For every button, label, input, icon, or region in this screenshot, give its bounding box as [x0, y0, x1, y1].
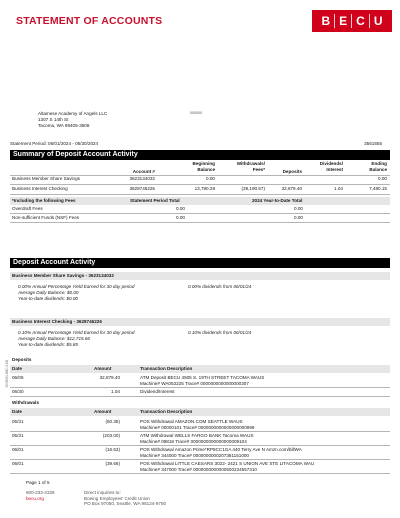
- side-document-code: 5028031-BBC 01/B: [5, 360, 9, 388]
- withdrawals-label: Withdrawals: [12, 400, 40, 405]
- checking-apy: 0.10% Annual Percentage Yield Earned for 30 day period: [18, 330, 135, 335]
- address-line: Tacoma, WA 98405-3506: [38, 123, 90, 129]
- inquiries-line: Boeing Employees' Credit Union: [84, 495, 150, 501]
- summary-dividends: 1.04: [334, 186, 343, 191]
- footer-contact: [26, 490, 55, 501]
- fee-name: Overdraft Fees: [12, 206, 43, 211]
- activity-heading: Deposit Account Activity: [10, 258, 390, 268]
- transaction-detail: Machine# 00000101 Trace# 0000000000000000000999: [140, 424, 255, 430]
- savings-account-heading: Business Member Share Savings - 3623134032: [12, 273, 114, 278]
- footer-inquiries: [84, 490, 166, 507]
- page-number: Page 1 of 5: [26, 480, 50, 485]
- transaction-amount: (50.35): [105, 419, 120, 424]
- summary-ending: 7,480.15: [369, 186, 387, 191]
- summary-account-name: Business Interest Checking: [12, 186, 68, 191]
- withdrawals-col-date: Date: [12, 409, 22, 414]
- transaction-amount: 32,879.40: [99, 375, 120, 380]
- checking-average-balance: Average Daily Balance: $12,715.66: [18, 336, 90, 341]
- deposits-col-date: Date: [12, 366, 22, 371]
- savings-apy: 0.00% Annual Percentage Yield Earned for 30 day period: [18, 284, 135, 289]
- fees-col-label: *Including the following Fees: [12, 198, 76, 203]
- logo-separator: [369, 14, 370, 28]
- transaction-date: 06/06: [12, 375, 24, 380]
- row-divider: [10, 194, 390, 195]
- transaction-amount: (203.00): [102, 433, 120, 438]
- row-divider: [10, 445, 390, 446]
- transaction-amount: 1.04: [111, 389, 120, 394]
- row-divider: [10, 213, 390, 214]
- summary-ending: 0.00: [378, 176, 387, 181]
- transaction-description: POS Withdrawal LITTLE CAESARS 3022- 2421 S UNION AVE STE LITACOMA WAU: [140, 461, 315, 466]
- transaction-date: 06/01: [12, 461, 24, 466]
- becu-logo: [312, 10, 392, 32]
- col-dividends: Dividends/ Interest: [319, 161, 343, 172]
- fee-name: Non-sufficient Funds (NSF) Fees: [12, 215, 80, 220]
- transaction-detail: Machine# 347000 Trace# 0000000000000500234557310: [140, 466, 257, 472]
- summary-deposits: 32,879.40: [281, 186, 302, 191]
- transaction-detail: Machine# WA053225 Trace# 0000000000000000307: [140, 380, 249, 386]
- row-divider: [10, 396, 390, 397]
- footer-phone: 800-233-2328: [26, 490, 55, 495]
- withdrawals-col-description: Transaction Description: [140, 409, 193, 414]
- logo-letter-e: E: [339, 14, 348, 28]
- fee-ytd-total: 0.00: [294, 215, 303, 220]
- deposits-col-description: Transaction Description: [140, 366, 193, 371]
- checking-ytd-dividends: Year-to-date dividends: $5.85: [18, 342, 78, 347]
- row-divider: [10, 222, 390, 223]
- summary-account-number: 3628746226: [129, 186, 155, 191]
- summary-heading: Summary of Deposit Account Activity: [10, 150, 390, 160]
- savings-dividend-rate: 0.00% dividends from 06/01/24: [188, 284, 252, 289]
- transaction-description: ATM Withdrawal WELLS FARGO BANK Tacoma WAUS: [140, 433, 254, 438]
- footer-website-link[interactable]: becu.org: [26, 495, 44, 501]
- deposits-label: Deposits: [12, 357, 32, 362]
- statement-reference: 3561555: [364, 141, 382, 146]
- row-divider: [10, 473, 390, 474]
- transaction-description: POS Withdrawal Amazon Prime*RP8CC1GA 440 Terry Ave N Amzn.com/billWA: [140, 447, 302, 452]
- summary-account-name: Business Member Share Savings: [12, 176, 80, 181]
- row-divider: [10, 431, 390, 432]
- mail-code: 000000: [190, 111, 202, 115]
- transaction-detail: Machine# 344000 Trace# 0000000000207381151000: [140, 452, 249, 458]
- transaction-description: POS Withdrawal AMAZON.COM SEATTLE WAUS: [140, 419, 243, 424]
- col-beginning: Beginning Balance: [192, 161, 215, 172]
- transaction-amount: (16.53): [105, 447, 120, 452]
- fee-period-total: 0.00: [176, 206, 185, 211]
- address-line: Altamese Academy of Angels LLC: [38, 111, 108, 116]
- col-deposits: Deposits: [282, 169, 302, 174]
- transaction-description: Dividend/Interest: [140, 389, 175, 394]
- col-ending: Ending Balance: [369, 161, 387, 172]
- col-account: Account #: [132, 169, 155, 174]
- logo-separator: [334, 14, 335, 28]
- statement-period: Statement Period: 06/01/2024 - 06/30/2024: [10, 141, 99, 146]
- fees-col-period: Statement Period Total: [130, 198, 180, 203]
- transaction-date: 05/31: [12, 433, 24, 438]
- inquiries-line: Direct inquiries to:: [84, 490, 121, 495]
- logo-separator: [351, 14, 352, 28]
- summary-withdrawals: (39,190.57): [241, 186, 265, 191]
- summary-beginning: 13,790.28: [194, 186, 215, 191]
- transaction-description: ATM Deposit BECU 4505 S. 19TH STREET TACOMA WAUS: [140, 375, 265, 380]
- logo-letter-c: C: [356, 14, 365, 28]
- transaction-date: 05/31: [12, 419, 24, 424]
- withdrawals-col-amount: Amount: [94, 409, 112, 414]
- row-divider: [10, 459, 390, 460]
- col-withdrawals: Withdrawals/ Fees*: [236, 161, 265, 172]
- transaction-detail: Machine# 09818 Trace# 0000000000000000009104: [140, 438, 247, 444]
- deposits-header-band: [10, 365, 390, 373]
- fee-period-total: 0.00: [176, 215, 185, 220]
- checking-dividend-rate: 0.10% dividends from 06/01/24: [188, 330, 252, 335]
- inquiries-line: PO Box 97050, Seattle, WA 98124-9750: [84, 501, 167, 507]
- address-line: 1307 S 14th St: [38, 117, 69, 123]
- logo-letter-u: U: [373, 14, 383, 28]
- fees-col-ytd: 2024 Year-to-Date Total: [252, 198, 303, 203]
- withdrawals-header-band: [10, 408, 390, 416]
- summary-beginning: 0.00: [206, 176, 215, 181]
- savings-average-balance: Average Daily Balance: $0.00: [18, 290, 79, 295]
- statement-title: STATEMENT OF ACCOUNTS: [16, 15, 163, 27]
- row-divider: [10, 387, 390, 388]
- mailing-address: [38, 111, 107, 130]
- transaction-date: 06/30: [12, 389, 24, 394]
- logo-letter-b: B: [321, 14, 331, 28]
- transaction-date: 06/01: [12, 447, 24, 452]
- fee-ytd-total: 0.00: [294, 206, 303, 211]
- summary-account-number: 3623134032: [129, 176, 155, 181]
- deposits-col-amount: Amount: [94, 366, 112, 371]
- savings-ytd-dividends: Year-to-date dividends: $0.00: [18, 296, 78, 301]
- row-divider: [10, 184, 390, 185]
- checking-account-heading: Business Interest Checking - 3628746226: [12, 319, 102, 324]
- transaction-amount: (39.66): [105, 461, 120, 466]
